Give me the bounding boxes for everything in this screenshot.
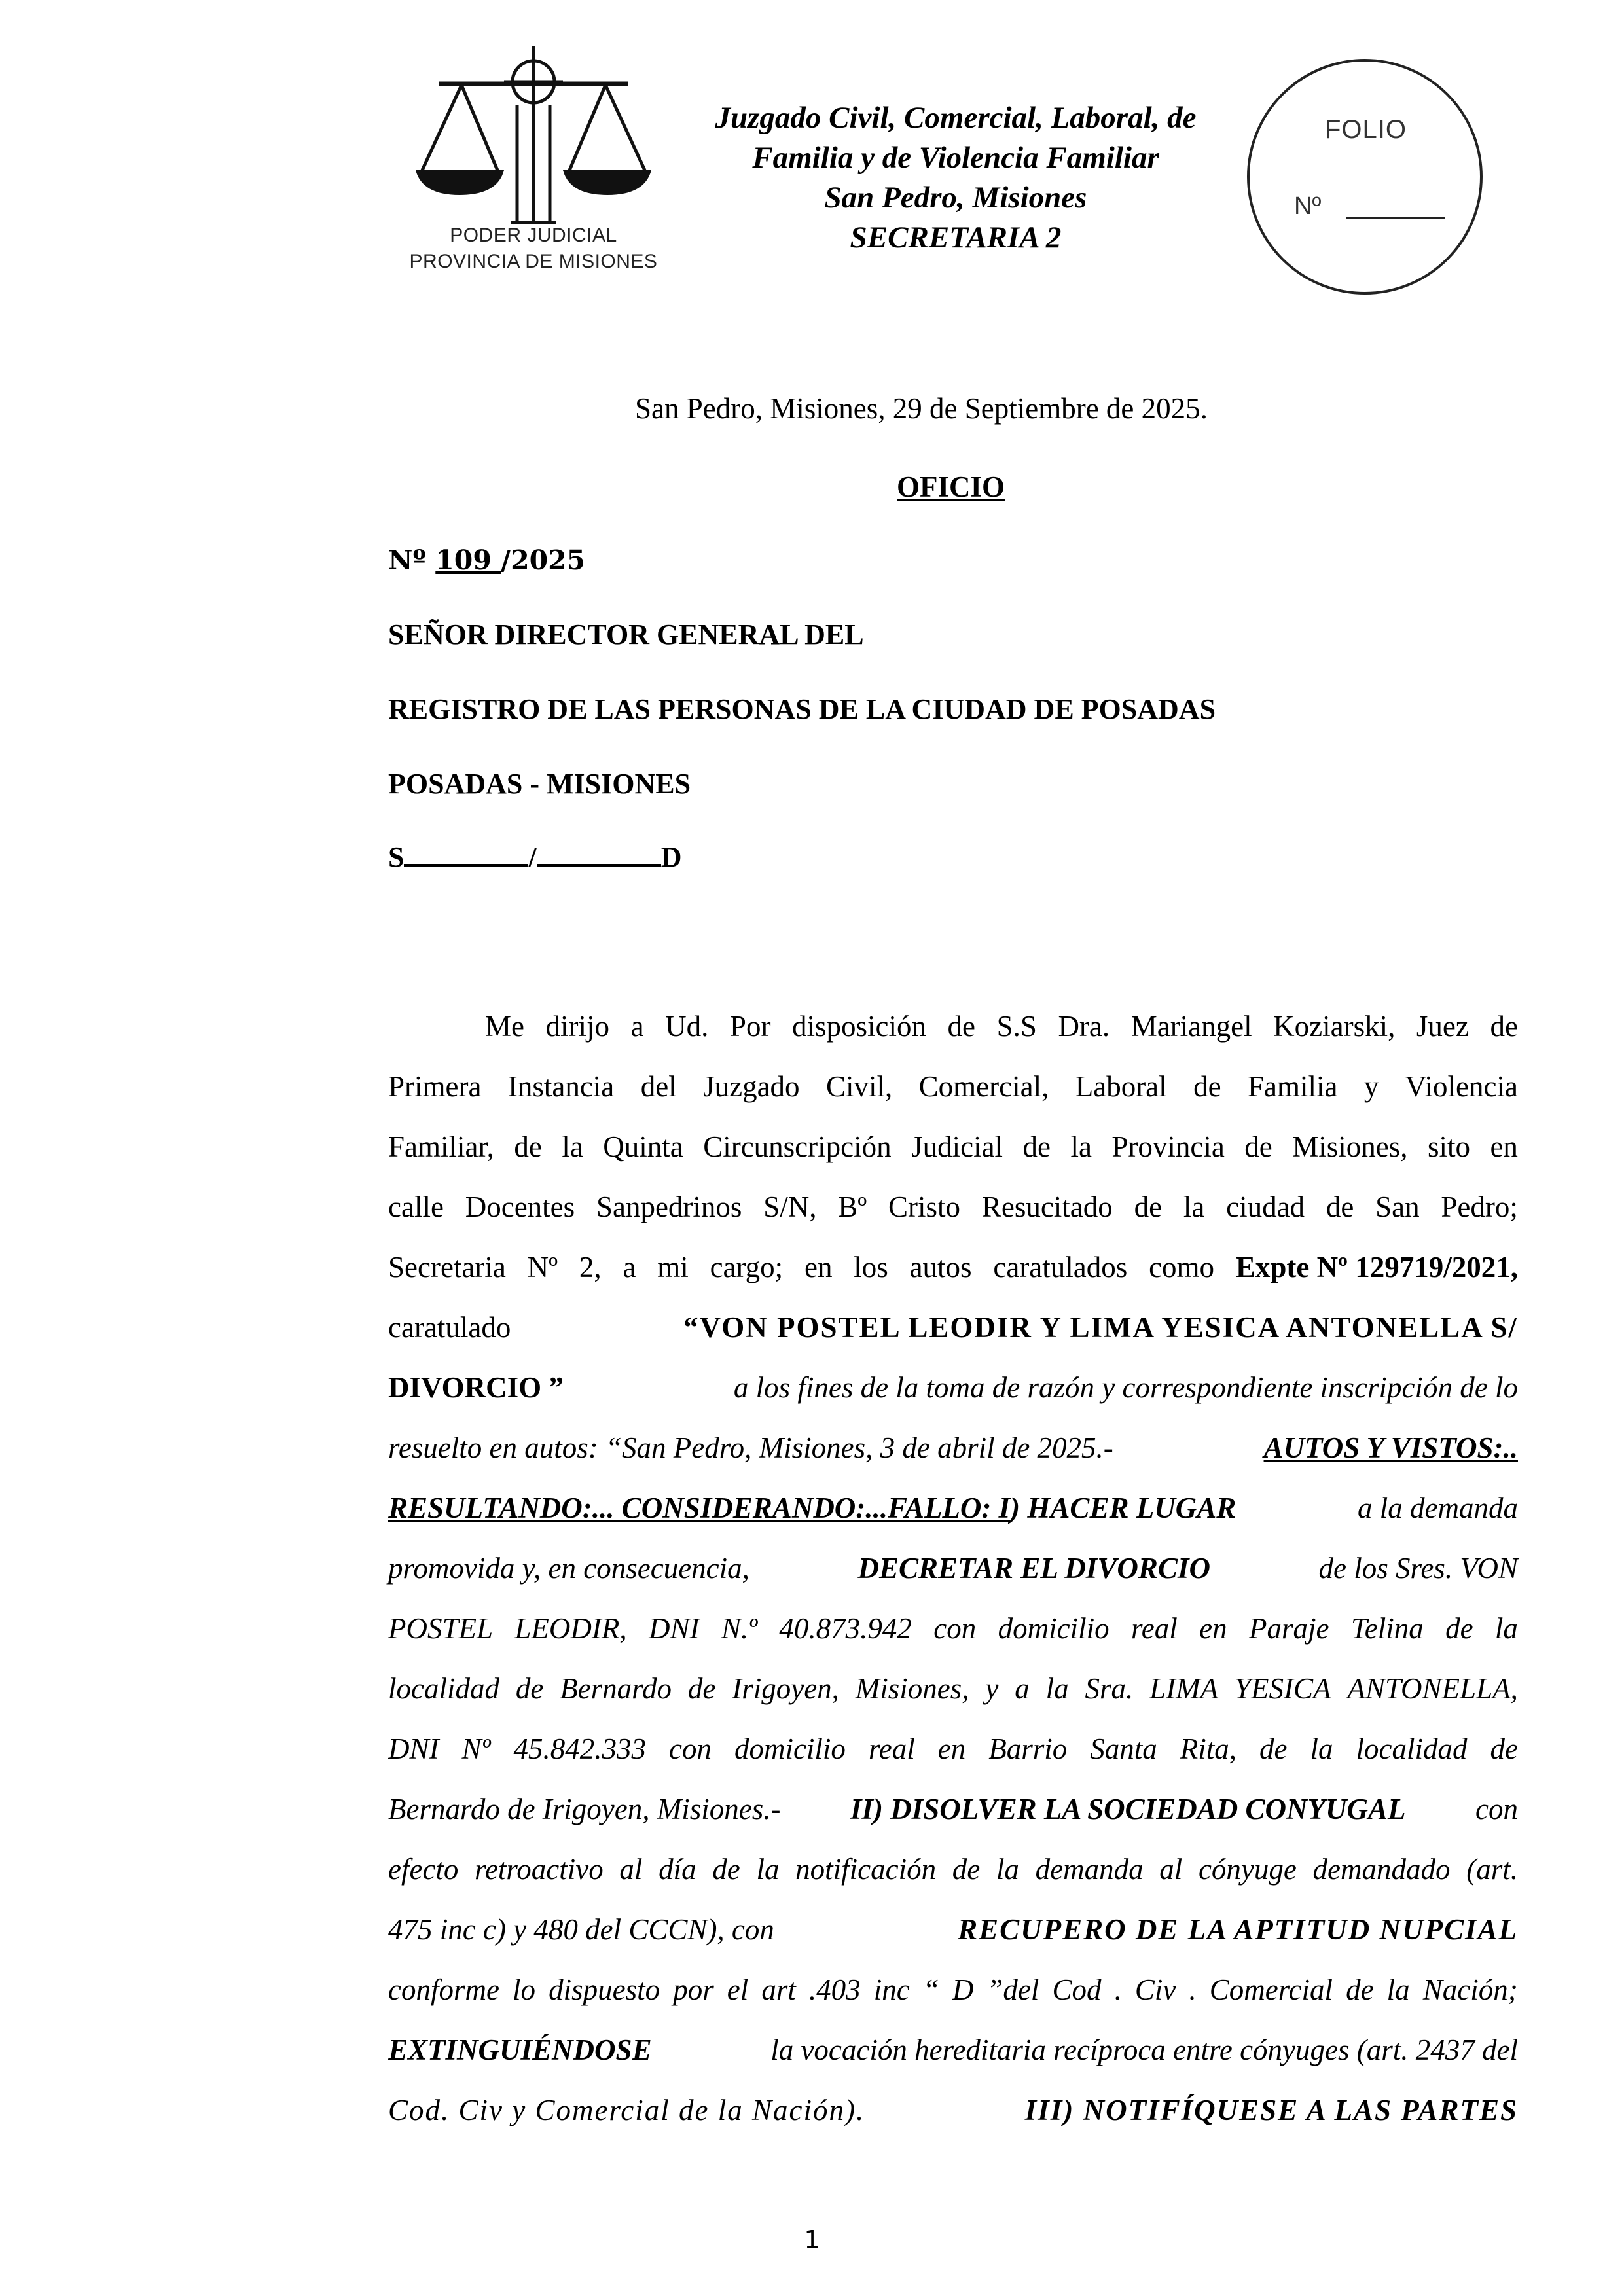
logo-line-2: PROVINCIA DE MISIONES [409, 251, 658, 272]
logo-line-1: PODER JUDICIAL [450, 224, 617, 246]
word: dirijo [545, 1010, 610, 1043]
word: 45.842.333 [513, 1732, 646, 1765]
word: Koziarski, [1273, 1010, 1396, 1043]
oficio-number-year: /2025 [501, 545, 586, 576]
body-line-15 [388, 1839, 1518, 1899]
word: Bº [838, 1191, 867, 1223]
body-text [388, 996, 1518, 2140]
word: Nación; [1422, 1973, 1518, 2006]
word: Por [729, 1010, 771, 1043]
word: de [515, 1672, 544, 1705]
body-line-10-c: de los Sres. VON [1318, 1552, 1518, 1585]
body-line-10-a: promovida y, en consecuencia, [388, 1552, 749, 1585]
word: la [996, 1853, 1019, 1886]
word: Docentes [465, 1191, 575, 1223]
body-line-9-left [388, 1478, 1236, 1538]
word: la [756, 1853, 780, 1886]
word: de [687, 1672, 716, 1705]
word: y [985, 1672, 999, 1705]
word: a [630, 1010, 644, 1043]
word: en [937, 1732, 966, 1765]
word: de [1022, 1130, 1051, 1163]
oficio-number-value: 109 [435, 545, 501, 576]
salutation-s: S [388, 841, 405, 873]
notifiquese: III) NOTIFÍQUESE A LAS PARTES [1024, 2094, 1518, 2126]
body-line-10 [388, 1538, 1518, 1598]
word: Ud. [665, 1010, 709, 1043]
word: real [1130, 1612, 1178, 1645]
place-date: San Pedro, Misiones, 29 de Septiembre de 2025. [635, 392, 1208, 425]
word: Familia [1247, 1070, 1338, 1103]
body-line-14-c: con [1475, 1793, 1518, 1825]
body-line-11 [388, 1598, 1518, 1659]
body-line-19 [388, 2080, 1518, 2140]
word: como [1149, 1251, 1215, 1283]
word: sito [1427, 1130, 1470, 1163]
court-header-line-4: SECRETARIA 2 [850, 221, 1062, 255]
word: lo [513, 1973, 536, 2006]
body-line-9 [388, 1478, 1518, 1538]
word: en [1490, 1130, 1518, 1163]
word: Primera [388, 1070, 482, 1103]
body-line-18 [388, 2020, 1518, 2080]
word: día [659, 1853, 696, 1886]
logo-caption [393, 223, 674, 275]
word: domicilio [998, 1612, 1110, 1645]
word: Juzgado [703, 1070, 800, 1103]
word: con [933, 1612, 977, 1645]
page-number: 1 [804, 2225, 820, 2254]
body-line-17 [388, 1960, 1518, 2020]
word: la [1494, 1612, 1518, 1645]
word: Nº [527, 1251, 558, 1283]
word: en [804, 1251, 833, 1283]
word: de [1326, 1191, 1354, 1223]
disolver-sociedad: II) DISOLVER LA SOCIEDAD CONYUGAL [850, 1793, 1406, 1825]
word: dispuesto [549, 1973, 660, 2006]
word: Instancia [507, 1070, 615, 1103]
body-line-5 [388, 1237, 1518, 1297]
autos-y-vistos: AUTOS Y VISTOS:.. [1263, 1431, 1518, 1464]
word: Provincia [1111, 1130, 1225, 1163]
word: de [947, 1010, 976, 1043]
word: de [712, 1853, 740, 1886]
word: LEODIR, [514, 1612, 627, 1645]
word: Civ [1134, 1973, 1176, 2006]
word: localidad [388, 1672, 499, 1705]
word: cargo; [710, 1251, 784, 1283]
word: S.S [996, 1010, 1037, 1043]
hacer-lugar: ) HACER LUGAR [1010, 1492, 1236, 1524]
body-line-12 [388, 1659, 1518, 1719]
word: de [1244, 1130, 1272, 1163]
word: Familiar, [388, 1130, 494, 1163]
word: de [1134, 1191, 1163, 1223]
body-line-16 [388, 1899, 1518, 1960]
word: en [1199, 1612, 1227, 1645]
word: . [1189, 1973, 1197, 2006]
word: San [1375, 1191, 1420, 1223]
body-line-6-a: caratulado [388, 1311, 511, 1344]
word: Rita, [1180, 1732, 1237, 1765]
word: la [562, 1130, 583, 1163]
word: S/N, [763, 1191, 817, 1223]
word: Barrio [988, 1732, 1068, 1765]
word: Comercial, [918, 1070, 1049, 1103]
body-line-18-b: la vocación hereditaria recíproca entre cónyuges (art. 2437 del [770, 2034, 1518, 2066]
word: mi [657, 1251, 689, 1283]
case-caption-end: DIVORCIO ” [388, 1371, 564, 1404]
addressee-line-2: REGISTRO DE LAS PERSONAS DE LA CIUDAD DE POSADAS [388, 693, 1216, 725]
decretar-divorcio: DECRETAR EL DIVORCIO [857, 1552, 1210, 1585]
folio-number-blank [1346, 217, 1445, 219]
word: Juez [1416, 1010, 1469, 1043]
body-line-13 [388, 1719, 1518, 1779]
word: Telina [1350, 1612, 1424, 1645]
word: efecto [388, 1853, 459, 1886]
word: cónyuge [1198, 1853, 1297, 1886]
word: art [761, 1973, 796, 2006]
body-line-6 [388, 1297, 1518, 1357]
folio-stamp [1247, 59, 1483, 295]
word: Misiones, [855, 1672, 969, 1705]
word: real [868, 1732, 915, 1765]
word: el [727, 1973, 749, 2006]
word: Sanpedrinos [596, 1191, 742, 1223]
word: YESICA [1234, 1672, 1331, 1705]
word: a [1015, 1672, 1030, 1705]
word: la [1045, 1672, 1069, 1705]
addressee-line-3: POSADAS - MISIONES [388, 768, 691, 800]
document-title: OFICIO [897, 471, 1005, 503]
court-header-line-3: San Pedro, Misiones [824, 181, 1087, 215]
body-line-16-a: 475 inc c) y 480 del CCCN), con [388, 1913, 774, 1946]
word: la [1310, 1732, 1333, 1765]
word: Irigoyen, [732, 1672, 839, 1705]
word: Cristo [888, 1191, 961, 1223]
word: LIMA [1149, 1672, 1219, 1705]
word: la [1070, 1130, 1092, 1163]
folio-number-label: Nº [1294, 192, 1322, 220]
word: la [1386, 1973, 1410, 2006]
word: Quinta [603, 1130, 683, 1163]
salutation-d: D [660, 841, 682, 873]
oficio-number [388, 545, 585, 576]
word: Sra. [1085, 1672, 1134, 1705]
resultando-considerando-fallo: RESULTANDO:... CONSIDERANDO:...FALLO: I [388, 1492, 1011, 1524]
body-line-9-c: a la demanda [1358, 1492, 1518, 1524]
word: localidad [1356, 1732, 1468, 1765]
word: de [1445, 1612, 1473, 1645]
word: inc [873, 1973, 910, 2006]
word: Mariangel [1130, 1010, 1252, 1043]
word: D [952, 1973, 974, 2006]
court-header [668, 98, 1244, 258]
word: 2, [579, 1251, 602, 1283]
word: ”del [986, 1973, 1039, 2006]
expediente-number: Expte Nº 129719/2021, [1235, 1251, 1518, 1283]
salutation-blank-2 [537, 840, 661, 867]
body-line-8 [388, 1418, 1518, 1478]
word: del [640, 1070, 677, 1103]
word: calle [388, 1191, 444, 1223]
word: Nº [461, 1732, 491, 1765]
body-line-14 [388, 1779, 1518, 1839]
oficio-number-prefix: Nº [388, 545, 436, 576]
word: los [854, 1251, 888, 1283]
body-line-19-a: Cod. Civ y Comercial de la Nación). [388, 2094, 865, 2126]
word: Dra. [1058, 1010, 1110, 1043]
word: al [1159, 1853, 1183, 1886]
body-line-4 [388, 1177, 1518, 1237]
case-caption: “VON POSTEL LEODIR Y LIMA YESICA ANTONELLA S/ [683, 1311, 1518, 1344]
word: demandado [1312, 1853, 1451, 1886]
word: DNI [388, 1732, 439, 1765]
word: DNI [648, 1612, 700, 1645]
word: N.º [721, 1612, 758, 1645]
word: la [1183, 1191, 1205, 1223]
word: Civil, [825, 1070, 893, 1103]
word: Misiones, [1292, 1130, 1408, 1163]
word: por [673, 1973, 714, 2006]
word: de [1490, 1010, 1518, 1043]
word: (art. [1466, 1853, 1518, 1886]
word: Secretaria [388, 1251, 506, 1283]
word: ANTONELLA, [1347, 1672, 1518, 1705]
word: domicilio [734, 1732, 846, 1765]
word: Santa [1090, 1732, 1157, 1765]
addressee-line-1: SEÑOR DIRECTOR GENERAL DEL [388, 619, 864, 651]
salutation-slash: / [528, 841, 537, 873]
folio-label: FOLIO [1325, 115, 1407, 144]
word: Judicial [911, 1130, 1003, 1163]
word: conforme [388, 1973, 499, 2006]
word: autos [909, 1251, 972, 1283]
word: Pedro; [1441, 1191, 1518, 1223]
word: con [668, 1732, 712, 1765]
recupero-aptitud: RECUPERO DE LA APTITUD NUPCIAL [958, 1913, 1518, 1946]
word: ciudad [1226, 1191, 1305, 1223]
word: de [952, 1853, 981, 1886]
word: demanda [1035, 1853, 1144, 1886]
body-line-3 [388, 1117, 1518, 1177]
body-line-14-a: Bernardo de Irigoyen, Misiones.- [388, 1793, 781, 1825]
body-line-7 [388, 1357, 1518, 1418]
body-line-1 [388, 996, 1518, 1056]
court-header-line-1: Juzgado Civil, Comercial, Laboral, de [715, 101, 1197, 135]
word: Comercial [1209, 1973, 1333, 2006]
word: Violencia [1405, 1070, 1518, 1103]
salutation-blank-1 [404, 840, 528, 867]
word: notificación [795, 1853, 937, 1886]
word: disposición [791, 1010, 926, 1043]
word: Resucitado [981, 1191, 1113, 1223]
word: a [623, 1251, 636, 1283]
word: Paraje [1249, 1612, 1329, 1645]
word: al [619, 1853, 643, 1886]
word: Cod [1052, 1973, 1102, 2006]
word: Me [485, 1010, 524, 1043]
extinguiendose: EXTINGUIÉNDOSE [388, 2034, 652, 2066]
word: Laboral [1075, 1070, 1167, 1103]
word: caratulados [993, 1251, 1128, 1283]
word: de [514, 1130, 542, 1163]
word: Circunscripción [703, 1130, 892, 1163]
word: de [1259, 1732, 1288, 1765]
word: .403 [808, 1973, 861, 2006]
body-line-7-b: a los fines de la toma de razón y correspondiente inscripción de lo [733, 1371, 1518, 1404]
court-header-line-2: Familia y de Violencia Familiar [752, 141, 1159, 175]
word: Bernardo [560, 1672, 672, 1705]
word: de [1346, 1973, 1374, 2006]
word: de [1193, 1070, 1221, 1103]
body-line-8-a: resuelto en autos: “San Pedro, Misiones, 3 de abril de 2025.- [388, 1431, 1113, 1464]
word: . [1114, 1973, 1122, 2006]
word: 40.873.942 [779, 1612, 912, 1645]
word: POSTEL [388, 1612, 494, 1645]
body-line-2 [388, 1056, 1518, 1117]
word: y [1363, 1070, 1379, 1103]
word: retroactivo [475, 1853, 604, 1886]
salutation-sd [388, 840, 682, 874]
word: “ [922, 1973, 939, 2006]
word: de [1490, 1732, 1518, 1765]
